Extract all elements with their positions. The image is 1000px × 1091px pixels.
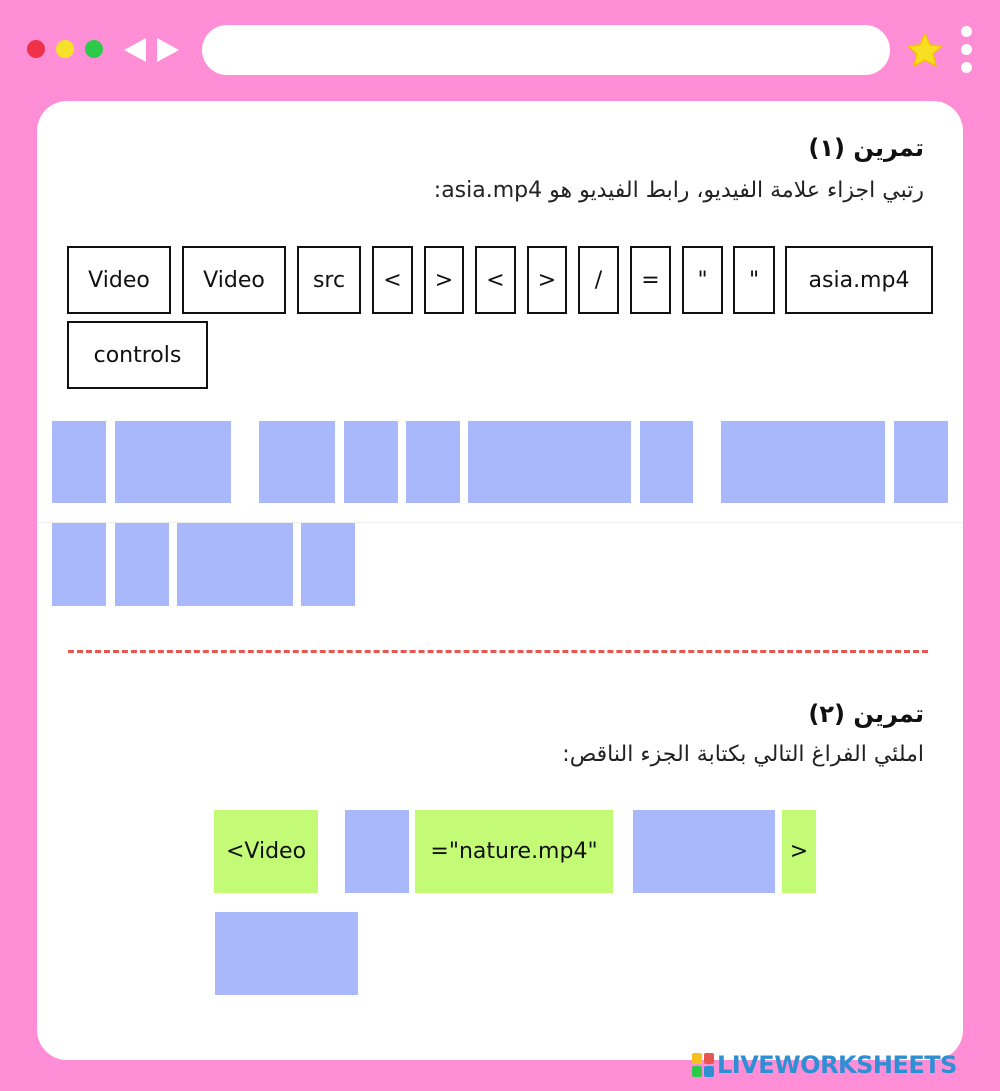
- drag-tile-slash[interactable]: /: [578, 246, 619, 314]
- drag-tile-greater-than-1[interactable]: >: [424, 246, 464, 314]
- drag-tile-quote-2[interactable]: ": [733, 246, 775, 314]
- exercise1-title: تمرين (١): [808, 134, 924, 162]
- drag-tile-asia-mp4[interactable]: asia.mp4: [785, 246, 933, 314]
- section-separator: [68, 650, 928, 653]
- given-code-src-value: ="nature.mp4": [415, 810, 613, 893]
- drop-slot[interactable]: [115, 421, 231, 503]
- exercise1-instruction: رتبي اجزاء علامة الفيديو، رابط الفيديو هو asia.mp4:: [433, 178, 924, 203]
- drop-slot[interactable]: [52, 523, 106, 606]
- bookmark-star-icon[interactable]: [906, 32, 944, 68]
- maximize-window-dot[interactable]: [85, 40, 103, 58]
- minimize-window-dot[interactable]: [56, 40, 74, 58]
- drag-tile-greater-than-2[interactable]: >: [527, 246, 567, 314]
- fill-blank-input[interactable]: [215, 912, 358, 995]
- drop-slot[interactable]: [259, 421, 335, 503]
- fill-blank-input[interactable]: [345, 810, 409, 893]
- drop-slot[interactable]: [177, 523, 293, 606]
- address-bar[interactable]: [202, 25, 890, 75]
- drag-tile-video-1[interactable]: Video: [67, 246, 171, 314]
- drop-slot[interactable]: [301, 523, 355, 606]
- forward-arrow-icon[interactable]: [155, 36, 181, 64]
- given-code-video-open: <Video: [214, 810, 318, 893]
- brand-name: LIVEWORKSHEETS: [717, 1051, 957, 1079]
- drop-slot[interactable]: [52, 421, 106, 503]
- drop-slot[interactable]: [406, 421, 460, 503]
- drag-tile-src[interactable]: src: [297, 246, 361, 314]
- drag-tile-controls[interactable]: controls: [67, 321, 208, 389]
- drop-slot[interactable]: [468, 421, 631, 503]
- drop-slot[interactable]: [640, 421, 693, 503]
- row-divider: [37, 522, 963, 523]
- liveworksheets-logo-icon: [692, 1053, 714, 1077]
- exercise2-instruction: املئي الفراغ التالي بكتابة الجزء الناقص:: [562, 742, 924, 767]
- drop-slot[interactable]: [344, 421, 398, 503]
- drag-tile-less-than-2[interactable]: <: [475, 246, 516, 314]
- drag-tile-video-2[interactable]: Video: [182, 246, 286, 314]
- drag-tile-equals[interactable]: =: [630, 246, 671, 314]
- drag-tile-quote-1[interactable]: ": [682, 246, 723, 314]
- given-code-close-bracket: >: [782, 810, 816, 893]
- menu-kebab-icon[interactable]: [961, 26, 972, 80]
- drop-slot[interactable]: [115, 523, 169, 606]
- fill-blank-input[interactable]: [633, 810, 775, 893]
- worksheet-panel: [37, 101, 963, 1060]
- exercise2-title: تمرين (٢): [808, 700, 924, 728]
- drop-slot[interactable]: [721, 421, 885, 503]
- close-window-dot[interactable]: [27, 40, 45, 58]
- drop-slot[interactable]: [894, 421, 948, 503]
- drag-tile-less-than-1[interactable]: <: [372, 246, 413, 314]
- back-arrow-icon[interactable]: [122, 36, 148, 64]
